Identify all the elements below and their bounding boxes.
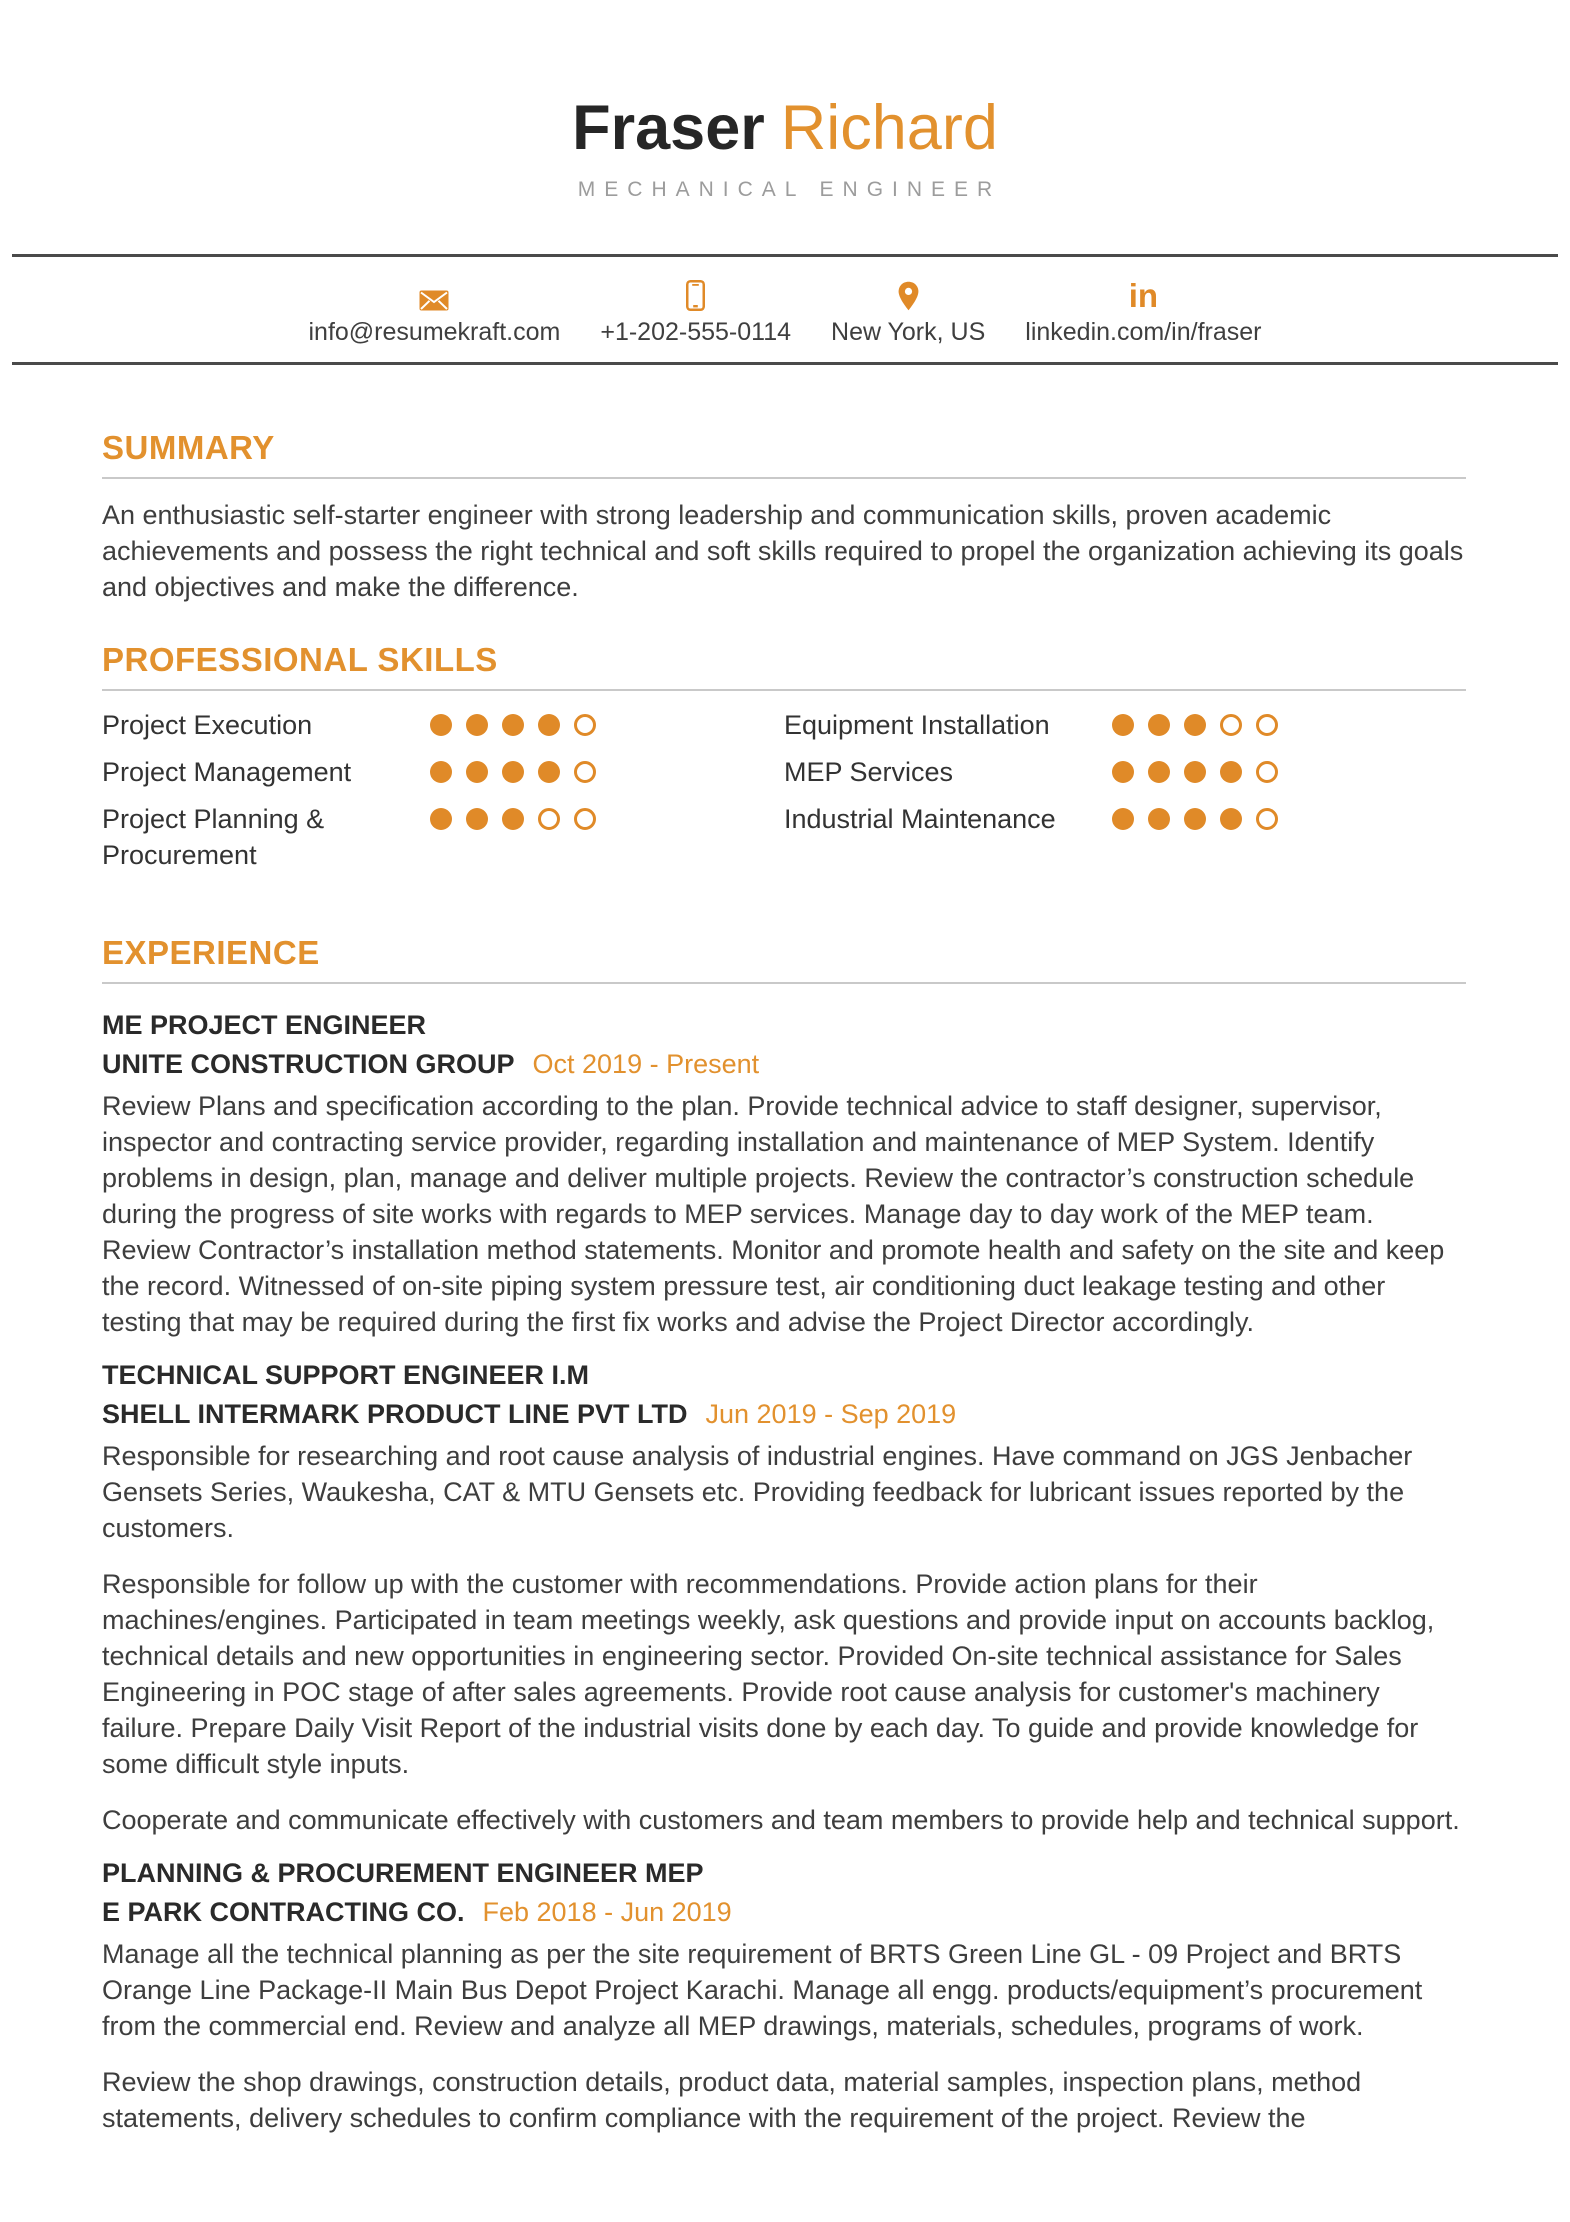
skill-dot-filled <box>1112 714 1134 736</box>
skill-row <box>102 801 784 873</box>
skill-dot-filled <box>466 714 488 736</box>
experience-job-title: TECHNICAL SUPPORT ENGINEER I.M <box>102 1360 590 1391</box>
skill-dot-filled <box>538 714 560 736</box>
experience-paragraph: Review Plans and specification according to the plan. Provide technical advice to staff designer, supervisor, inspector and contracting service provider, regarding installation and maintenance of MEP System. Identify problems in design, plan, manage and deliver multiple projects. Review the contractor’s construction schedule during the progress of site works with regards to MEP services. Manage day to day work of the MEP team. Review Contractor’s installation method statements. Monitor and promote health and safety on the site and keep the record. Witnessed of on-site piping system pressure test, air conditioning duct leakage testing and other testing that may be required during the first fix works and advise the Project Director accordingly. <box>102 1091 1445 1338</box>
phone-icon <box>686 278 705 311</box>
skill-row <box>784 707 1466 743</box>
contact-label: info@resumekraft.com <box>308 318 561 347</box>
experience-company: E PARK CONTRACTING CO. <box>102 1897 465 1928</box>
skill-dot-filled <box>1112 808 1134 830</box>
skill-row <box>784 801 1466 837</box>
experience-company-line <box>102 1397 1466 1432</box>
experience-company-line <box>102 1895 1466 1930</box>
skill-label: Industrial Maintenance <box>784 804 1056 835</box>
contact-item <box>831 278 985 347</box>
skills-section-title: PROFESSIONAL SKILLS <box>102 641 498 679</box>
skill-dot-filled <box>1220 761 1242 783</box>
first-name: Fraser <box>572 93 765 163</box>
skills-column <box>784 707 1466 884</box>
skill-dot-empty <box>538 808 560 830</box>
skill-dot-empty <box>574 808 596 830</box>
linkedin-icon: in <box>1128 276 1159 314</box>
skill-dot-filled <box>502 761 524 783</box>
experience-dates: Oct 2019 - Present <box>532 1049 760 1080</box>
last-name: Richard <box>780 93 998 163</box>
skill-dot-filled <box>1112 761 1134 783</box>
summary-text: An enthusiastic self-starter engineer with strong leadership and communication skills, proven academic achievements and possess the right technical and soft skills required to propel the organization achieving its goals and objectives and make the difference. <box>102 500 1464 603</box>
contact-row <box>12 278 1558 347</box>
section-divider <box>102 477 1466 479</box>
experience-entry <box>102 1008 1466 1340</box>
skill-dot-filled <box>430 761 452 783</box>
skill-dot-filled <box>466 761 488 783</box>
skill-label: Project Execution <box>102 710 313 741</box>
skill-dot-filled <box>1148 761 1170 783</box>
skill-dot-filled <box>1184 714 1206 736</box>
skill-dot-empty <box>1220 714 1242 736</box>
skill-dot-filled <box>466 808 488 830</box>
skill-dot-filled <box>1148 714 1170 736</box>
summary-section-title: SUMMARY <box>102 429 275 467</box>
experience-paragraph: Responsible for researching and root cause analysis of industrial engines. Have command on JGS Jenbacher Gensets Series, Waukesha, CAT & MTU Gensets etc. Providing feedback for lubricant issues reported by the customers. <box>102 1441 1413 1544</box>
email-icon <box>419 278 449 311</box>
job-role-subtitle: MECHANICAL ENGINEER <box>577 178 1002 202</box>
skill-level-dots <box>1112 754 1278 783</box>
skill-dot-empty <box>1256 808 1278 830</box>
skill-dot-filled <box>538 761 560 783</box>
skill-level-dots <box>1112 801 1278 830</box>
experience-paragraph: Review the shop drawings, construction details, product data, material samples, inspection plans, method statements, delivery schedules to confirm compliance with the requirement of the project. Review the <box>102 2067 1362 2134</box>
skill-dot-filled <box>430 714 452 736</box>
skill-label: MEP Services <box>784 757 954 788</box>
skill-dot-filled <box>1184 761 1206 783</box>
experience-entry <box>102 1358 1466 1838</box>
experience-paragraph: Responsible for follow up with the customer with recommendations. Provide action plans for their machines/engines. Participated in team meetings weekly, ask questions and provide input on accounts backlog, technical details and new opportunities in engineering sector. Provided On-site technical assistance for Sales Engineering in POC stage of after sales agreements. Provide root cause analysis for customer's machinery failure. Prepare Daily Visit Report of the industrial visits done by each day. To guide and provide knowledge for some difficult style inputs. <box>102 1569 1435 1780</box>
experience-dates: Feb 2018 - Jun 2019 <box>482 1897 732 1928</box>
skill-label: Equipment Installation <box>784 710 1050 741</box>
section-divider <box>102 982 1466 984</box>
skill-dot-empty <box>1256 761 1278 783</box>
skill-level-dots <box>1112 707 1278 736</box>
page-title <box>0 0 1570 161</box>
skill-dot-filled <box>1148 808 1170 830</box>
skill-dot-filled <box>502 808 524 830</box>
skill-dot-filled <box>430 808 452 830</box>
skill-row <box>102 754 784 790</box>
experience-section-title: EXPERIENCE <box>102 934 320 972</box>
experience-list <box>102 1008 1466 2136</box>
experience-entry <box>102 1856 1466 2136</box>
contact-label: New York, US <box>831 318 986 347</box>
contact-band <box>12 254 1558 365</box>
section-divider <box>102 689 1466 691</box>
skill-row <box>784 754 1466 790</box>
skills-grid <box>102 707 1466 884</box>
experience-paragraph: Manage all the technical planning as per the site requirement of BRTS Green Line GL - 09 Project and BRTS Orange Line Package-II Main Bus Depot Project Karachi. Manage all engg. products/equipment’s procurement from the commercial end. Review and analyze all MEP drawings, materials, schedules, programs of work. <box>102 1939 1423 2042</box>
skill-dot-filled <box>502 714 524 736</box>
skill-row <box>102 707 784 743</box>
skill-level-dots <box>430 754 596 783</box>
skill-dot-empty <box>1256 714 1278 736</box>
experience-company: UNITE CONSTRUCTION GROUP <box>102 1049 515 1080</box>
skill-dot-filled <box>1184 808 1206 830</box>
skills-column <box>102 707 784 884</box>
experience-job-title: PLANNING & PROCUREMENT ENGINEER MEP <box>102 1858 704 1889</box>
experience-company: SHELL INTERMARK PRODUCT LINE PVT LTD <box>102 1399 688 1430</box>
skill-dot-filled <box>1220 808 1242 830</box>
skill-label: Project Planning & Procurement <box>102 804 325 871</box>
contact-label: linkedin.com/in/fraser <box>1025 318 1262 347</box>
experience-dates: Jun 2019 - Sep 2019 <box>705 1399 957 1430</box>
experience-company-line <box>102 1047 1466 1082</box>
contact-item <box>309 278 561 347</box>
location-icon <box>897 278 920 311</box>
contact-label: +1-202-555-0114 <box>600 318 792 347</box>
skill-level-dots <box>430 707 596 736</box>
skill-level-dots <box>430 801 596 830</box>
skill-dot-empty <box>574 761 596 783</box>
contact-item <box>600 278 791 347</box>
experience-paragraph: Cooperate and communicate effectively with customers and team members to provide help and technical support. <box>102 1805 1460 1836</box>
skill-dot-empty <box>574 714 596 736</box>
contact-item <box>1025 278 1261 347</box>
skill-label: Project Management <box>102 757 352 788</box>
main-content <box>0 429 1570 2136</box>
experience-job-title: ME PROJECT ENGINEER <box>102 1010 427 1041</box>
